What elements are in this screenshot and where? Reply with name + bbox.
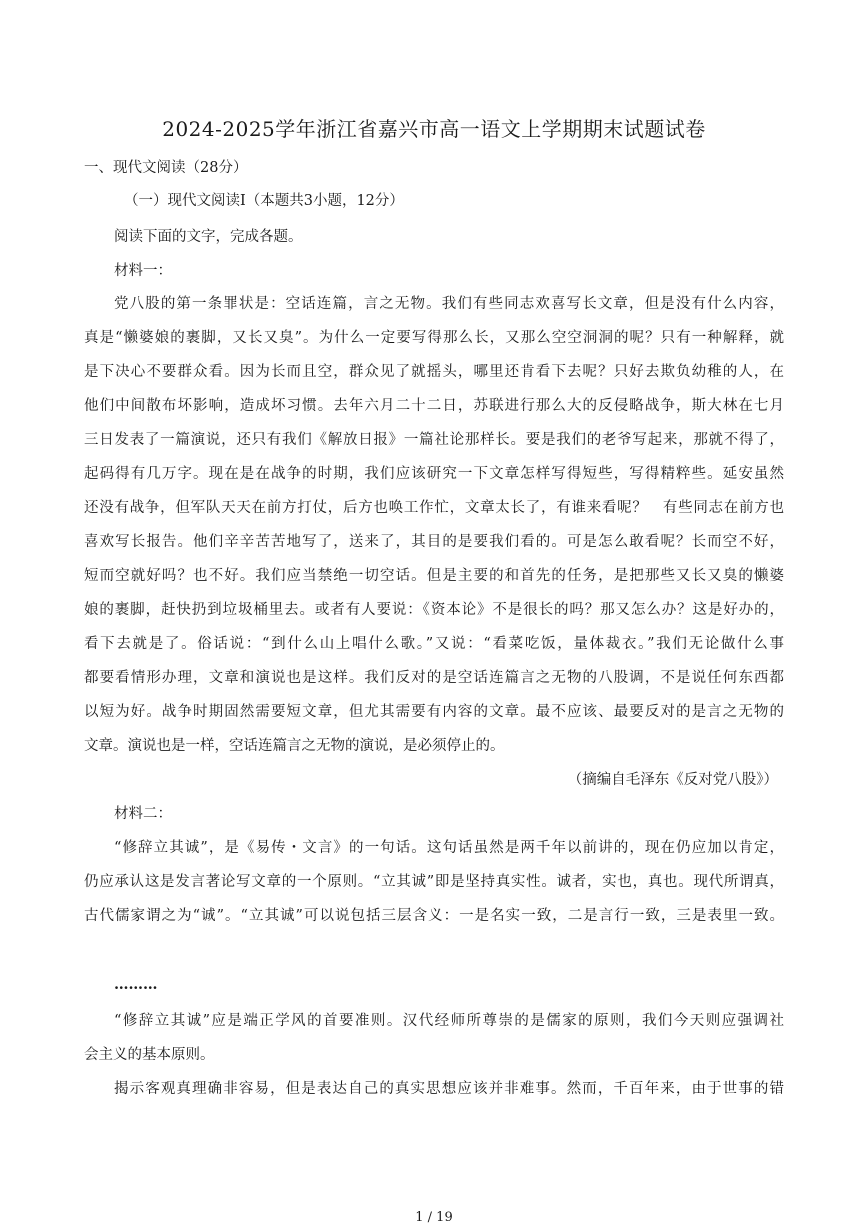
material2-label: 材料二： — [114, 806, 172, 822]
material1-line: 三日发表了一篇演说，还只有我们《解放日报》一篇社论那样长。要是我们的老爷写起来，那就不得了， — [84, 432, 784, 448]
material2-line: “修辞立其诚”，是《易传・文言》的一句话。这句话虽然是两千年以前讲的，现在仍应加以肯定， — [114, 840, 784, 856]
material2-line: 会主义的基本原则。 — [84, 1047, 215, 1063]
material1-line: 还没有战争，但军队天天在前方打仗，后方也唤工作忙，文章太长了，有谁来看呢？ 有些同志在前方也 — [84, 500, 784, 516]
material1-line: 短而空就好吗？也不好。我们应当禁绝一切空话。但是主要的和首先的任务，是把那些又长又臭的懒婆 — [84, 568, 784, 584]
material1-line: 看下去就是了。俗话说：“到什么山上唱什么歌。”又说：“看菜吃饭，量体裁衣。”我们无论做什么事 — [84, 636, 784, 652]
page-number: 1 / 19 — [415, 1210, 453, 1225]
material1-line: 党八股的第一条罪状是：空话连篇，言之无物。我们有些同志欢喜写长文章，但是没有什么内容， — [114, 296, 784, 312]
material1-line: 他们中间散布坏影响，造成坏习惯。去年六月二十二日，苏联进行那么大的反侵略战争，斯大林在七月 — [84, 398, 784, 414]
material1-line: 起码得有几万字。现在是在战争的时期，我们应该研究一下文章怎样写得短些，写得精粹些。延安虽然 — [84, 466, 784, 482]
material1-line: 娘的裹脚，赶快扔到垃圾桶里去。或者有人要说：《资本论》不是很长的吗？那又怎么办？这是好办的， — [84, 602, 784, 618]
subsection-heading: （一）现代文阅读Ⅰ（本题共3小题，12分） — [124, 193, 404, 209]
page-title: 2024-2025学年浙江省嘉兴市高一语文上学期期末试题试卷 — [162, 117, 706, 141]
material1-source: （摘编自毛泽东《反对党八股》） — [567, 772, 778, 788]
material1-line: 文章。演说也是一样，空话连篇言之无物的演说，是必须停止的。 — [84, 738, 505, 754]
material2-line: “修辞立其诚”应是端正学风的首要准则。汉代经师所尊崇的是儒家的原则，我们今天则应强调社 — [114, 1013, 784, 1029]
material1-line: 以短为好。战争时期固然需要短文章，但尤其需要有内容的文章。最不应该、最要反对的是言之无物的 — [84, 704, 784, 720]
material2-line: 古代儒家谓之为“诚”。“立其诚”可以说包括三层含义：一是名实一致，二是言行一致，三是表里一致。 — [84, 908, 784, 924]
material1-label: 材料一： — [114, 263, 172, 279]
material1-line: 喜欢写长报告。他们辛辛苦苦地写了，送来了，其目的是要我们看的。可是怎么敢看呢？长而空不好， — [84, 534, 784, 550]
material1-line: 真是“懒婆娘的裹脚，又长又臭”。为什么一定要写得那么长，又那么空空洞洞的呢？只有一种解释，就 — [84, 330, 784, 346]
section-heading: 一、现代文阅读（28分） — [84, 160, 248, 176]
material1-line: 都要看情形办理，文章和演说也是这样。我们反对的是空话连篇言之无物的八股调，不是说任何东西都 — [84, 670, 784, 686]
instruction-text: 阅读下面的文字，完成各题。 — [114, 229, 303, 245]
material1-line: 是下决心不要群众看。因为长而且空，群众见了就摇头，哪里还肯看下去呢？只好去欺负幼稚的人，在 — [84, 364, 784, 380]
material2-line: 仍应承认这是发言著论写文章的一个原则。“立其诚”即是坚持真实性。诚者，实也，真也。现代所谓真， — [84, 874, 784, 890]
ellipsis: ……… — [114, 976, 158, 993]
material2-line: 揭示客观真理确非容易，但是表达自己的真实思想应该并非难事。然而，千百年来，由于世事的错 — [114, 1081, 784, 1097]
